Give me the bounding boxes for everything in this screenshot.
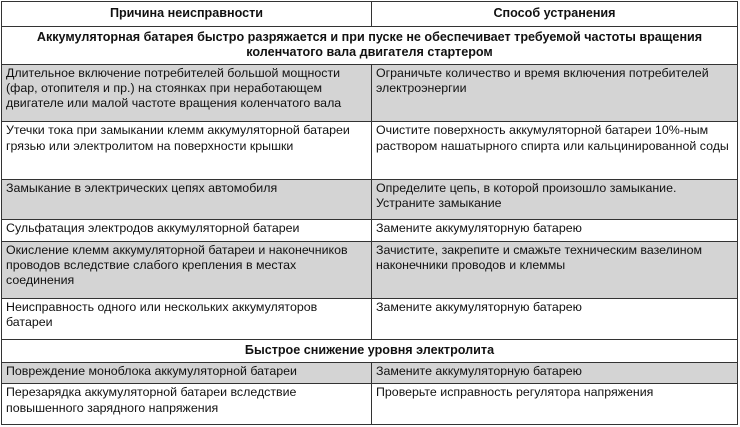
table-row — [2, 384, 738, 425]
remedy-cell: Очистите поверхность аккумуляторной батареи 10%-ным раствором нашатырного спирта или кальцинированной соды — [372, 122, 738, 180]
cause-cell: Замыкание в электрических цепях автомобиля — [2, 179, 372, 219]
section-row — [2, 26, 738, 64]
section-row — [2, 339, 738, 362]
table-row — [2, 122, 738, 180]
table-row — [2, 220, 738, 241]
cause-cell: Перезарядка аккумуляторной батареи вследствие повышенного зарядного напряжения — [2, 384, 372, 425]
remedy-cell: Зачистите, закрепите и смажьте техническим вазелином наконечники проводов и клеммы — [372, 241, 738, 299]
remedy-cell: Проверьте исправность регулятора напряжения — [372, 384, 738, 425]
header-row — [2, 2, 738, 27]
cause-cell: Утечки тока при замыкании клемм аккумуляторной батареи грязью или электролитом на поверхности крышки — [2, 122, 372, 180]
section-title-fast-discharge: Аккумуляторная батарея быстро разряжается и при пуске не обеспечивает требуемой частоты вращения коленчатого вала двигателя стартером — [2, 26, 738, 64]
table-row — [2, 299, 738, 339]
table-row — [2, 363, 738, 384]
table-row — [2, 241, 738, 299]
table-row — [2, 179, 738, 219]
cause-column-header: Причина неисправности — [2, 2, 372, 27]
section-title-electrolyte-drop: Быстрое снижение уровня электролита — [2, 339, 738, 362]
troubleshooting-table — [1, 1, 738, 425]
remedy-cell: Замените аккумуляторную батарею — [372, 220, 738, 241]
remedy-cell: Определите цепь, в которой произошло замыкание. Устраните замыкание — [372, 179, 738, 219]
cause-cell: Окисление клемм аккумуляторной батареи и наконечников проводов вследствие слабого крепления в местах соединения — [2, 241, 372, 299]
remedy-cell: Замените аккумуляторную батарею — [372, 363, 738, 384]
table-row — [2, 64, 738, 122]
cause-cell: Повреждение моноблока аккумуляторной батареи — [2, 363, 372, 384]
cause-cell: Неисправность одного или нескольких аккумуляторов батареи — [2, 299, 372, 339]
cause-cell: Сульфатация электродов аккумуляторной батареи — [2, 220, 372, 241]
cause-cell: Длительное включение потребителей большой мощности (фар, отопителя и пр.) на стоянках при неработающем двигателе или малой частоте вращения коленчатого вала — [2, 64, 372, 122]
remedy-cell: Ограничьте количество и время включения потребителей электроэнергии — [372, 64, 738, 122]
remedy-column-header: Способ устранения — [372, 2, 738, 27]
remedy-cell: Замените аккумуляторную батарею — [372, 299, 738, 339]
